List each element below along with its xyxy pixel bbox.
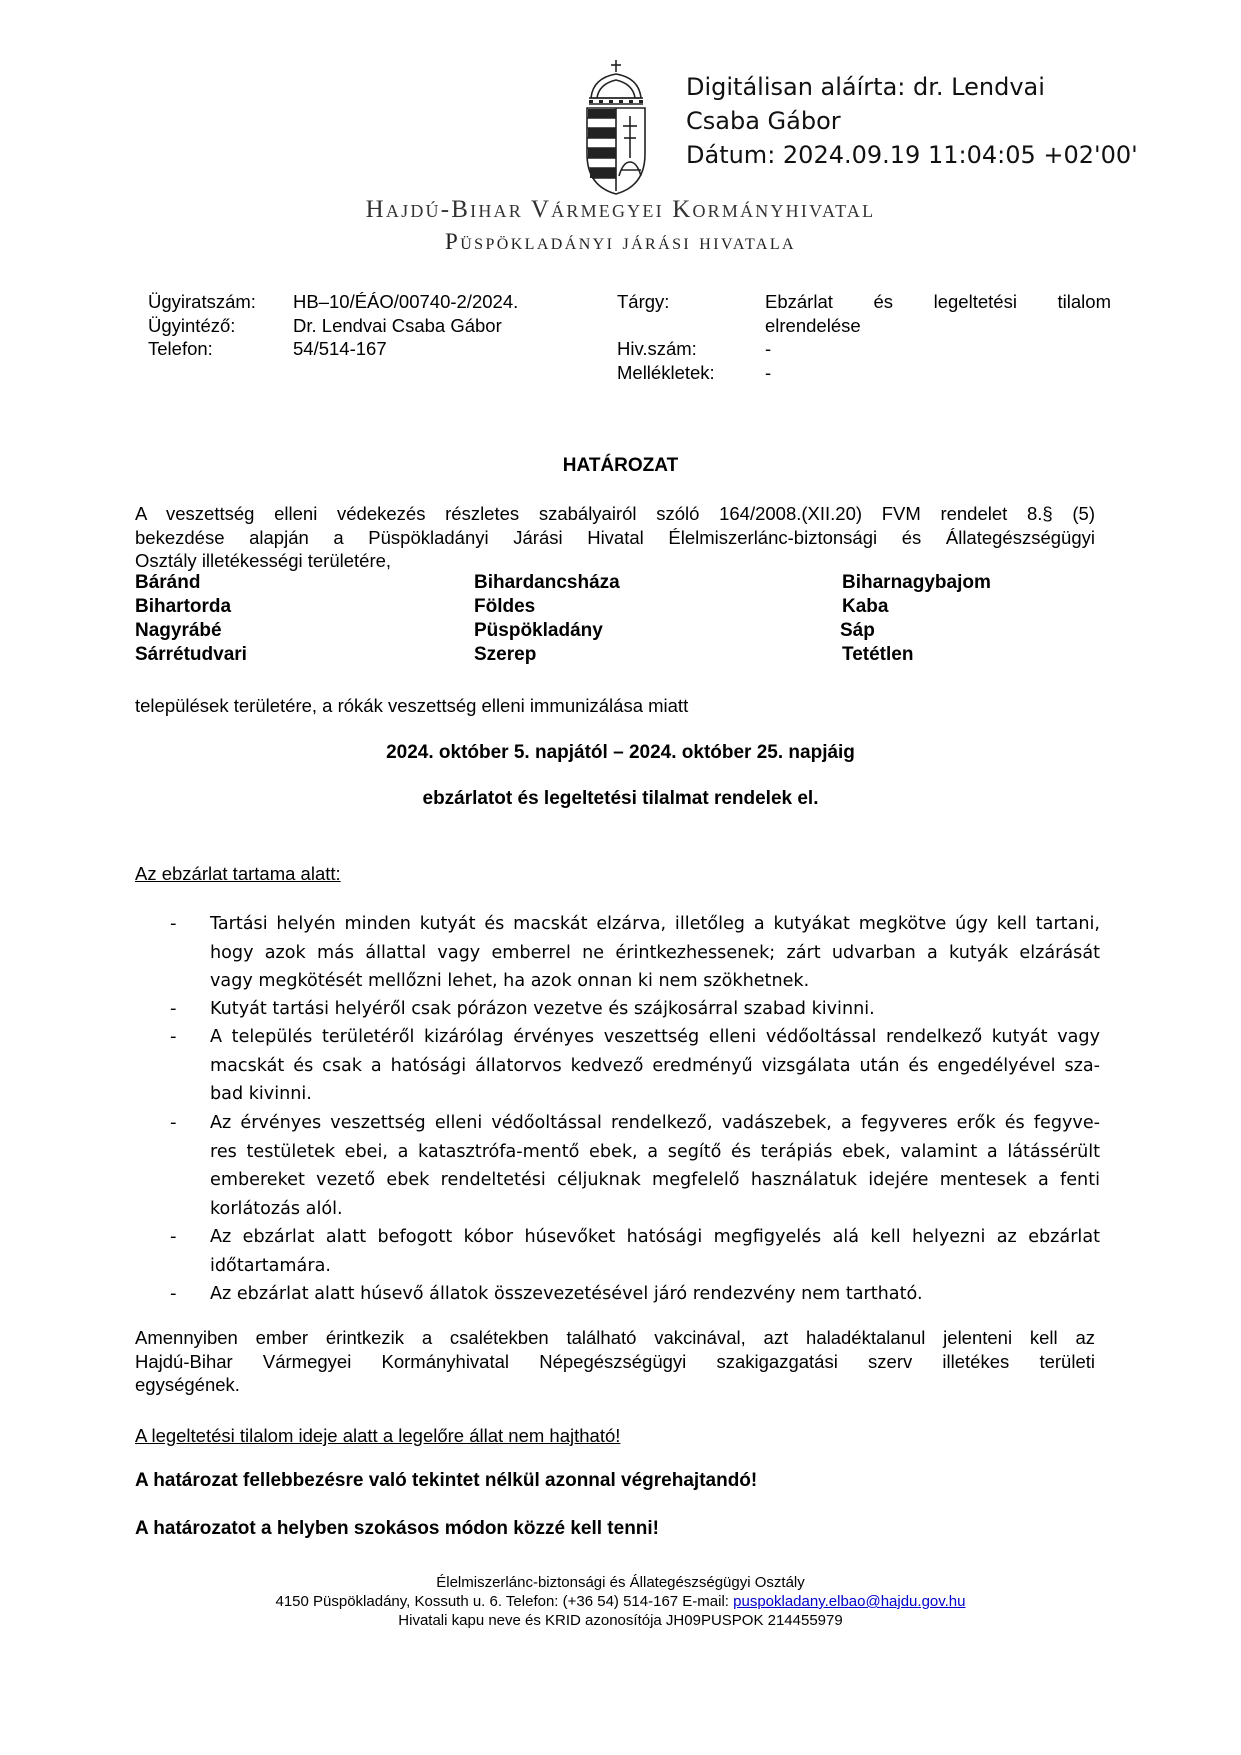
signature-line-1: Digitálisan aláírta: dr. Lendvai	[686, 73, 1045, 101]
intro-line-2: bekezdése alapján a Püspökladányi Járási Hivatal Élelmiszerlánc-biztonsági és Állategészségügyi	[135, 526, 1095, 548]
contact-line-1: Amennyiben ember érintkezik a csalétekben található vakcinával, azt haladéktalanul jelenteni kell az	[135, 1327, 1095, 1348]
signature-line-3: Dátum: 2024.09.19 11:04:05 +02'00'	[686, 141, 1138, 169]
list-item-text: korlátozás alól.	[210, 1198, 343, 1219]
contact-line-2: Hajdú-Bihar Vármegyei Kormányhivatal Népegészségügyi szakigazgatási szerv illetékes területi	[135, 1350, 1095, 1372]
town-name: Biharnagybajom	[842, 572, 991, 593]
town-name: Báránd	[135, 572, 201, 593]
reference-label: Hiv.szám:	[617, 338, 697, 359]
attachments-label: Mellékletek:	[617, 361, 715, 383]
list-item-text: A település területéről kizárólag érvényes veszettség elleni védőoltással rendelkező kutyát vagy	[210, 1027, 1100, 1047]
town-name: Sáp	[840, 620, 875, 641]
town-name: Tetétlen	[842, 644, 914, 665]
list-item-text: vagy megkötését mellőzni lehet, ha azok onnan ki nem szökhetnek.	[210, 971, 810, 991]
meta-labels-right	[617, 290, 715, 384]
meta-values-left	[293, 290, 518, 361]
footer-department: Élelmiszerlánc-biztonsági és Állategészségügyi Osztály	[436, 1574, 805, 1591]
list-item-text: Az ebzárlat alatt húsevő állatok összevezetésével járó rendezvény nem tartható.	[210, 1284, 923, 1304]
meta-labels-left	[148, 290, 256, 361]
handler-value: Dr. Lendvai Csaba Gábor	[293, 314, 502, 336]
list-item-text: Az ebzárlat alatt befogott kóbor húsevőket hatósági megfigyelés alá kell helyezni az ebzárlat	[210, 1227, 1100, 1247]
subject-label: Tárgy:	[617, 291, 670, 312]
handler-label: Ügyintéző:	[148, 314, 236, 336]
town-name: Nagyrábé	[135, 620, 222, 641]
footer-address	[0, 1593, 1241, 1611]
list-item-text: bad kivinni.	[210, 1084, 312, 1104]
contact-line-3: egységének.	[135, 1374, 240, 1395]
list-item-text: res testületek ebei, a katasztrófa-mentő ebek, a segítő és terápiás ebek, valamint a látássérült	[210, 1141, 1100, 1162]
town-name: Földes	[474, 596, 536, 617]
intro-line-1: A veszettség elleni védekezés részletes szabályairól szóló 164/2008.(XII.20) FVM rendelet 8.§ (5)	[135, 503, 1095, 524]
subject-value-line-1: Ebzárlat és legeltetési tilalom	[765, 291, 1111, 312]
attachments-value: -	[765, 361, 772, 383]
section-heading: Az ebzárlat tartama alatt:	[135, 863, 341, 884]
phone-label: Telefon:	[148, 338, 213, 359]
meta-values-right	[765, 290, 1111, 384]
list-item-text: Tartási helyén minden kutyát és macskát elzárva, illetőleg a kutyákat megkötve úgy kell tartani,	[210, 914, 1100, 934]
list-item-text: időtartamára.	[210, 1255, 331, 1276]
period: 2024. október 5. napjától – 2024. október 25. napjáig	[386, 742, 855, 763]
footer-krid: Hivatali kapu neve és KRID azonosítója JH09PUSPOK 214455979	[398, 1612, 843, 1629]
town-name: Püspökladány	[474, 620, 603, 641]
town-name: Bihardancsháza	[474, 572, 620, 593]
list-item-text: hogy azok más állattal vagy emberrel ne érintkezhessenek; zárt udvarban a kutyák elzárását	[210, 942, 1100, 963]
town-name: Szerep	[474, 644, 537, 665]
intro-paragraph	[135, 502, 1095, 573]
signature-line-2: Csaba Gábor	[686, 107, 841, 135]
phone-value: 54/514-167	[293, 338, 387, 359]
publication-note: A határozatot a helyben szokásos módon közzé kell tenni!	[135, 1518, 660, 1539]
reference-value: -	[765, 338, 772, 359]
contact-paragraph	[135, 1326, 1095, 1397]
list-item-text: embereket vezető ebek rendeltetési céljuknak megfelelő használatuk idejére mentesek a fenti	[210, 1170, 1100, 1190]
footer-address-text: 4150 Püspökladány, Kossuth u. 6. Telefon: (+36 54) 514-167 E-mail:	[275, 1593, 734, 1610]
digital-signature	[686, 70, 1138, 172]
enforcement-note: A határozat fellebbezésre való tekintet nélkül azonnal végrehajtandó!	[135, 1470, 758, 1491]
office-name: Hajdú-Bihar Vármegyei Kormányhivatal	[365, 196, 876, 223]
towns-tail: települések területére, a rókák veszettség elleni immunizálása miatt	[135, 695, 689, 716]
list-item-text: macskát és csak a hatósági állatorvos kedvező eredményű vizsgálata után és engedélyével sza-	[210, 1055, 1100, 1076]
intro-line-3: Osztály illetékességi területére,	[135, 550, 392, 571]
list-item-text: Kutyát tartási helyéről csak pórázon vezetve és szájkosárral szabad kivinni.	[210, 999, 875, 1019]
grazing-note: A legeltetési tilalom ideje alatt a legelőre állat nem hajtható!	[135, 1425, 621, 1446]
email-link[interactable]: puspokladany.elbao@hajdu.gov.hu	[733, 1593, 966, 1610]
list-item-text: Az érvényes veszettség elleni védőoltással rendelkező, vadászebek, a fegyveres erők és fegyve-	[210, 1113, 1100, 1133]
coat-of-arms-logo	[583, 58, 649, 196]
case-number-label: Ügyiratszám:	[148, 291, 256, 312]
document-title: HATÁROZAT	[562, 455, 679, 476]
subject-value-line-2: elrendelése	[765, 314, 861, 336]
town-name: Bihartorda	[135, 596, 232, 617]
town-name: Sárrétudvari	[135, 644, 247, 665]
order: ebzárlatot és legeltetési tilalmat rendelek el.	[422, 788, 819, 809]
department-name: Püspökladányi járási hivatala	[445, 229, 796, 254]
case-number-value: HB–10/ÉÁO/00740-2/2024.	[293, 291, 519, 312]
town-name: Kaba	[842, 596, 889, 617]
